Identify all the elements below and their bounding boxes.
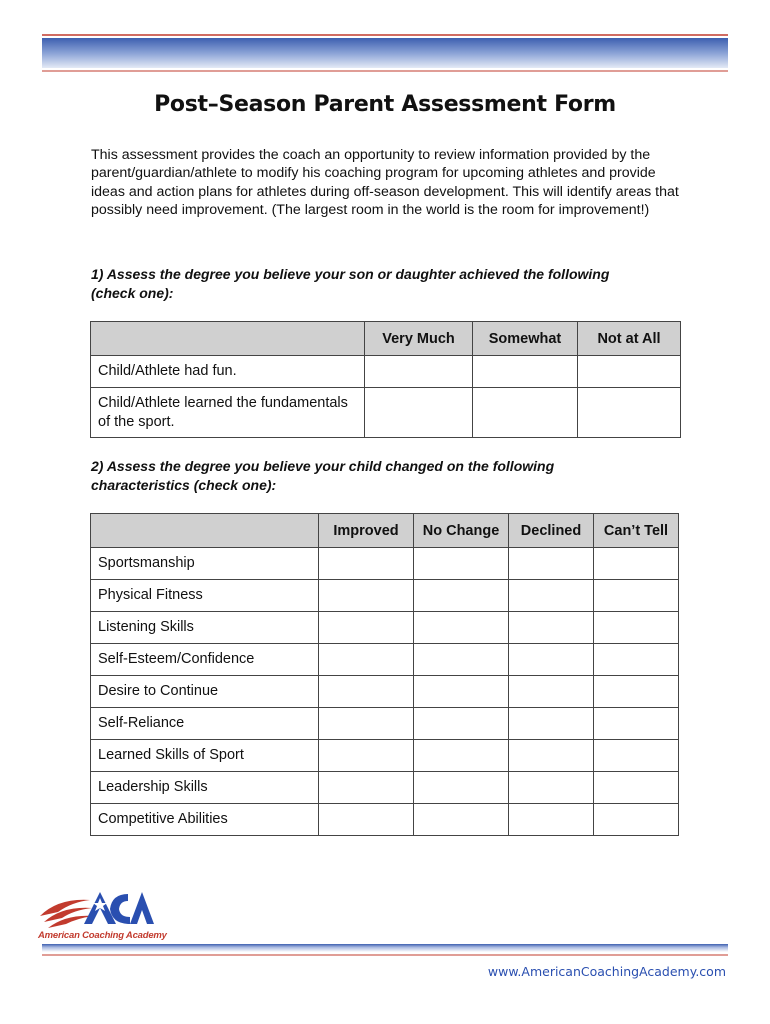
- row-label: Desire to Continue: [91, 676, 319, 708]
- table-row: [91, 804, 679, 836]
- checkbox-cell[interactable]: [509, 580, 594, 612]
- checkbox-cell[interactable]: [594, 548, 679, 580]
- question-2-line2: characteristics (check one):: [91, 477, 277, 493]
- question-2: [91, 457, 691, 495]
- question-1-line1: 1) Assess the degree you believe your son or daughter achieved the following: [91, 266, 610, 282]
- row-label: Competitive Abilities: [91, 804, 319, 836]
- checkbox-cell[interactable]: [473, 388, 578, 438]
- checkbox-cell[interactable]: [594, 804, 679, 836]
- checkbox-cell[interactable]: [594, 740, 679, 772]
- intro-paragraph: This assessment provides the coach an opportunity to review information provided by the parent/guardian/athlete to modify his coaching program for upcoming athletes and provide ideas and action plans for athletes during off-season development. This will identify areas that possibly need improvement. (The largest room in the world is the room for improvement!): [91, 147, 679, 219]
- checkbox-cell[interactable]: [414, 804, 509, 836]
- header-blank: [91, 514, 319, 548]
- checkbox-cell[interactable]: [594, 772, 679, 804]
- achievement-table: [90, 321, 681, 438]
- checkbox-cell[interactable]: [509, 676, 594, 708]
- question-2-line1: 2) Assess the degree you believe your child changed on the following: [91, 458, 555, 474]
- question-1-line2: (check one):: [91, 285, 174, 301]
- column-header: Somewhat: [473, 322, 578, 356]
- row-label: Self-Reliance: [91, 708, 319, 740]
- table-header-row: [91, 514, 679, 548]
- checkbox-cell[interactable]: [594, 708, 679, 740]
- checkbox-cell[interactable]: [414, 708, 509, 740]
- column-header: Declined: [509, 514, 594, 548]
- column-header: Improved: [319, 514, 414, 548]
- checkbox-cell[interactable]: [509, 612, 594, 644]
- row-label: Learned Skills of Sport: [91, 740, 319, 772]
- checkbox-cell[interactable]: [509, 548, 594, 580]
- checkbox-cell[interactable]: [509, 644, 594, 676]
- table-row: [91, 740, 679, 772]
- table-row: [91, 612, 679, 644]
- checkbox-cell[interactable]: [319, 548, 414, 580]
- checkbox-cell[interactable]: [319, 676, 414, 708]
- row-label: Child/Athlete had fun.: [91, 356, 365, 388]
- footer-url-link[interactable]: www.AmericanCoachingAcademy.com: [487, 964, 726, 979]
- checkbox-cell[interactable]: [509, 708, 594, 740]
- table-row: [91, 356, 681, 388]
- table-row: [91, 388, 681, 438]
- table-row: [91, 708, 679, 740]
- table-row: [91, 644, 679, 676]
- row-label: Self-Esteem/Confidence: [91, 644, 319, 676]
- checkbox-cell[interactable]: [414, 772, 509, 804]
- checkbox-cell[interactable]: [319, 612, 414, 644]
- table-row: [91, 772, 679, 804]
- row-label: Sportsmanship: [91, 548, 319, 580]
- checkbox-cell[interactable]: [509, 804, 594, 836]
- checkbox-cell[interactable]: [578, 388, 681, 438]
- row-label: Listening Skills: [91, 612, 319, 644]
- column-header: Can’t Tell: [594, 514, 679, 548]
- checkbox-cell[interactable]: [414, 612, 509, 644]
- header-banner: [42, 34, 728, 72]
- checkbox-cell[interactable]: [319, 804, 414, 836]
- logo-text: American Coaching Academy: [38, 930, 167, 941]
- checkbox-cell[interactable]: [319, 708, 414, 740]
- table-row: [91, 676, 679, 708]
- checkbox-cell[interactable]: [414, 580, 509, 612]
- row-label: Leadership Skills: [91, 772, 319, 804]
- checkbox-cell[interactable]: [594, 612, 679, 644]
- question-1: [91, 265, 691, 303]
- checkbox-cell[interactable]: [594, 676, 679, 708]
- checkbox-cell[interactable]: [414, 676, 509, 708]
- checkbox-cell[interactable]: [414, 644, 509, 676]
- checkbox-cell[interactable]: [473, 356, 578, 388]
- characteristics-table: [90, 513, 679, 836]
- checkbox-cell[interactable]: [509, 740, 594, 772]
- column-header: Very Much: [365, 322, 473, 356]
- checkbox-cell[interactable]: [365, 356, 473, 388]
- row-label: Child/Athlete learned the fundamentals of the sport.: [91, 388, 365, 438]
- checkbox-cell[interactable]: [414, 740, 509, 772]
- checkbox-cell[interactable]: [414, 548, 509, 580]
- table-row: [91, 548, 679, 580]
- checkbox-cell[interactable]: [319, 580, 414, 612]
- page-title: Post–Season Parent Assessment Form: [154, 92, 616, 117]
- header-blank: [91, 322, 365, 356]
- checkbox-cell[interactable]: [509, 772, 594, 804]
- column-header: No Change: [414, 514, 509, 548]
- checkbox-cell[interactable]: [365, 388, 473, 438]
- checkbox-cell[interactable]: [578, 356, 681, 388]
- checkbox-cell[interactable]: [319, 772, 414, 804]
- table-row: [91, 580, 679, 612]
- checkbox-cell[interactable]: [319, 644, 414, 676]
- table-header-row: [91, 322, 681, 356]
- row-label: Physical Fitness: [91, 580, 319, 612]
- checkbox-cell[interactable]: [594, 644, 679, 676]
- checkbox-cell[interactable]: [319, 740, 414, 772]
- checkbox-cell[interactable]: [594, 580, 679, 612]
- column-header: Not at All: [578, 322, 681, 356]
